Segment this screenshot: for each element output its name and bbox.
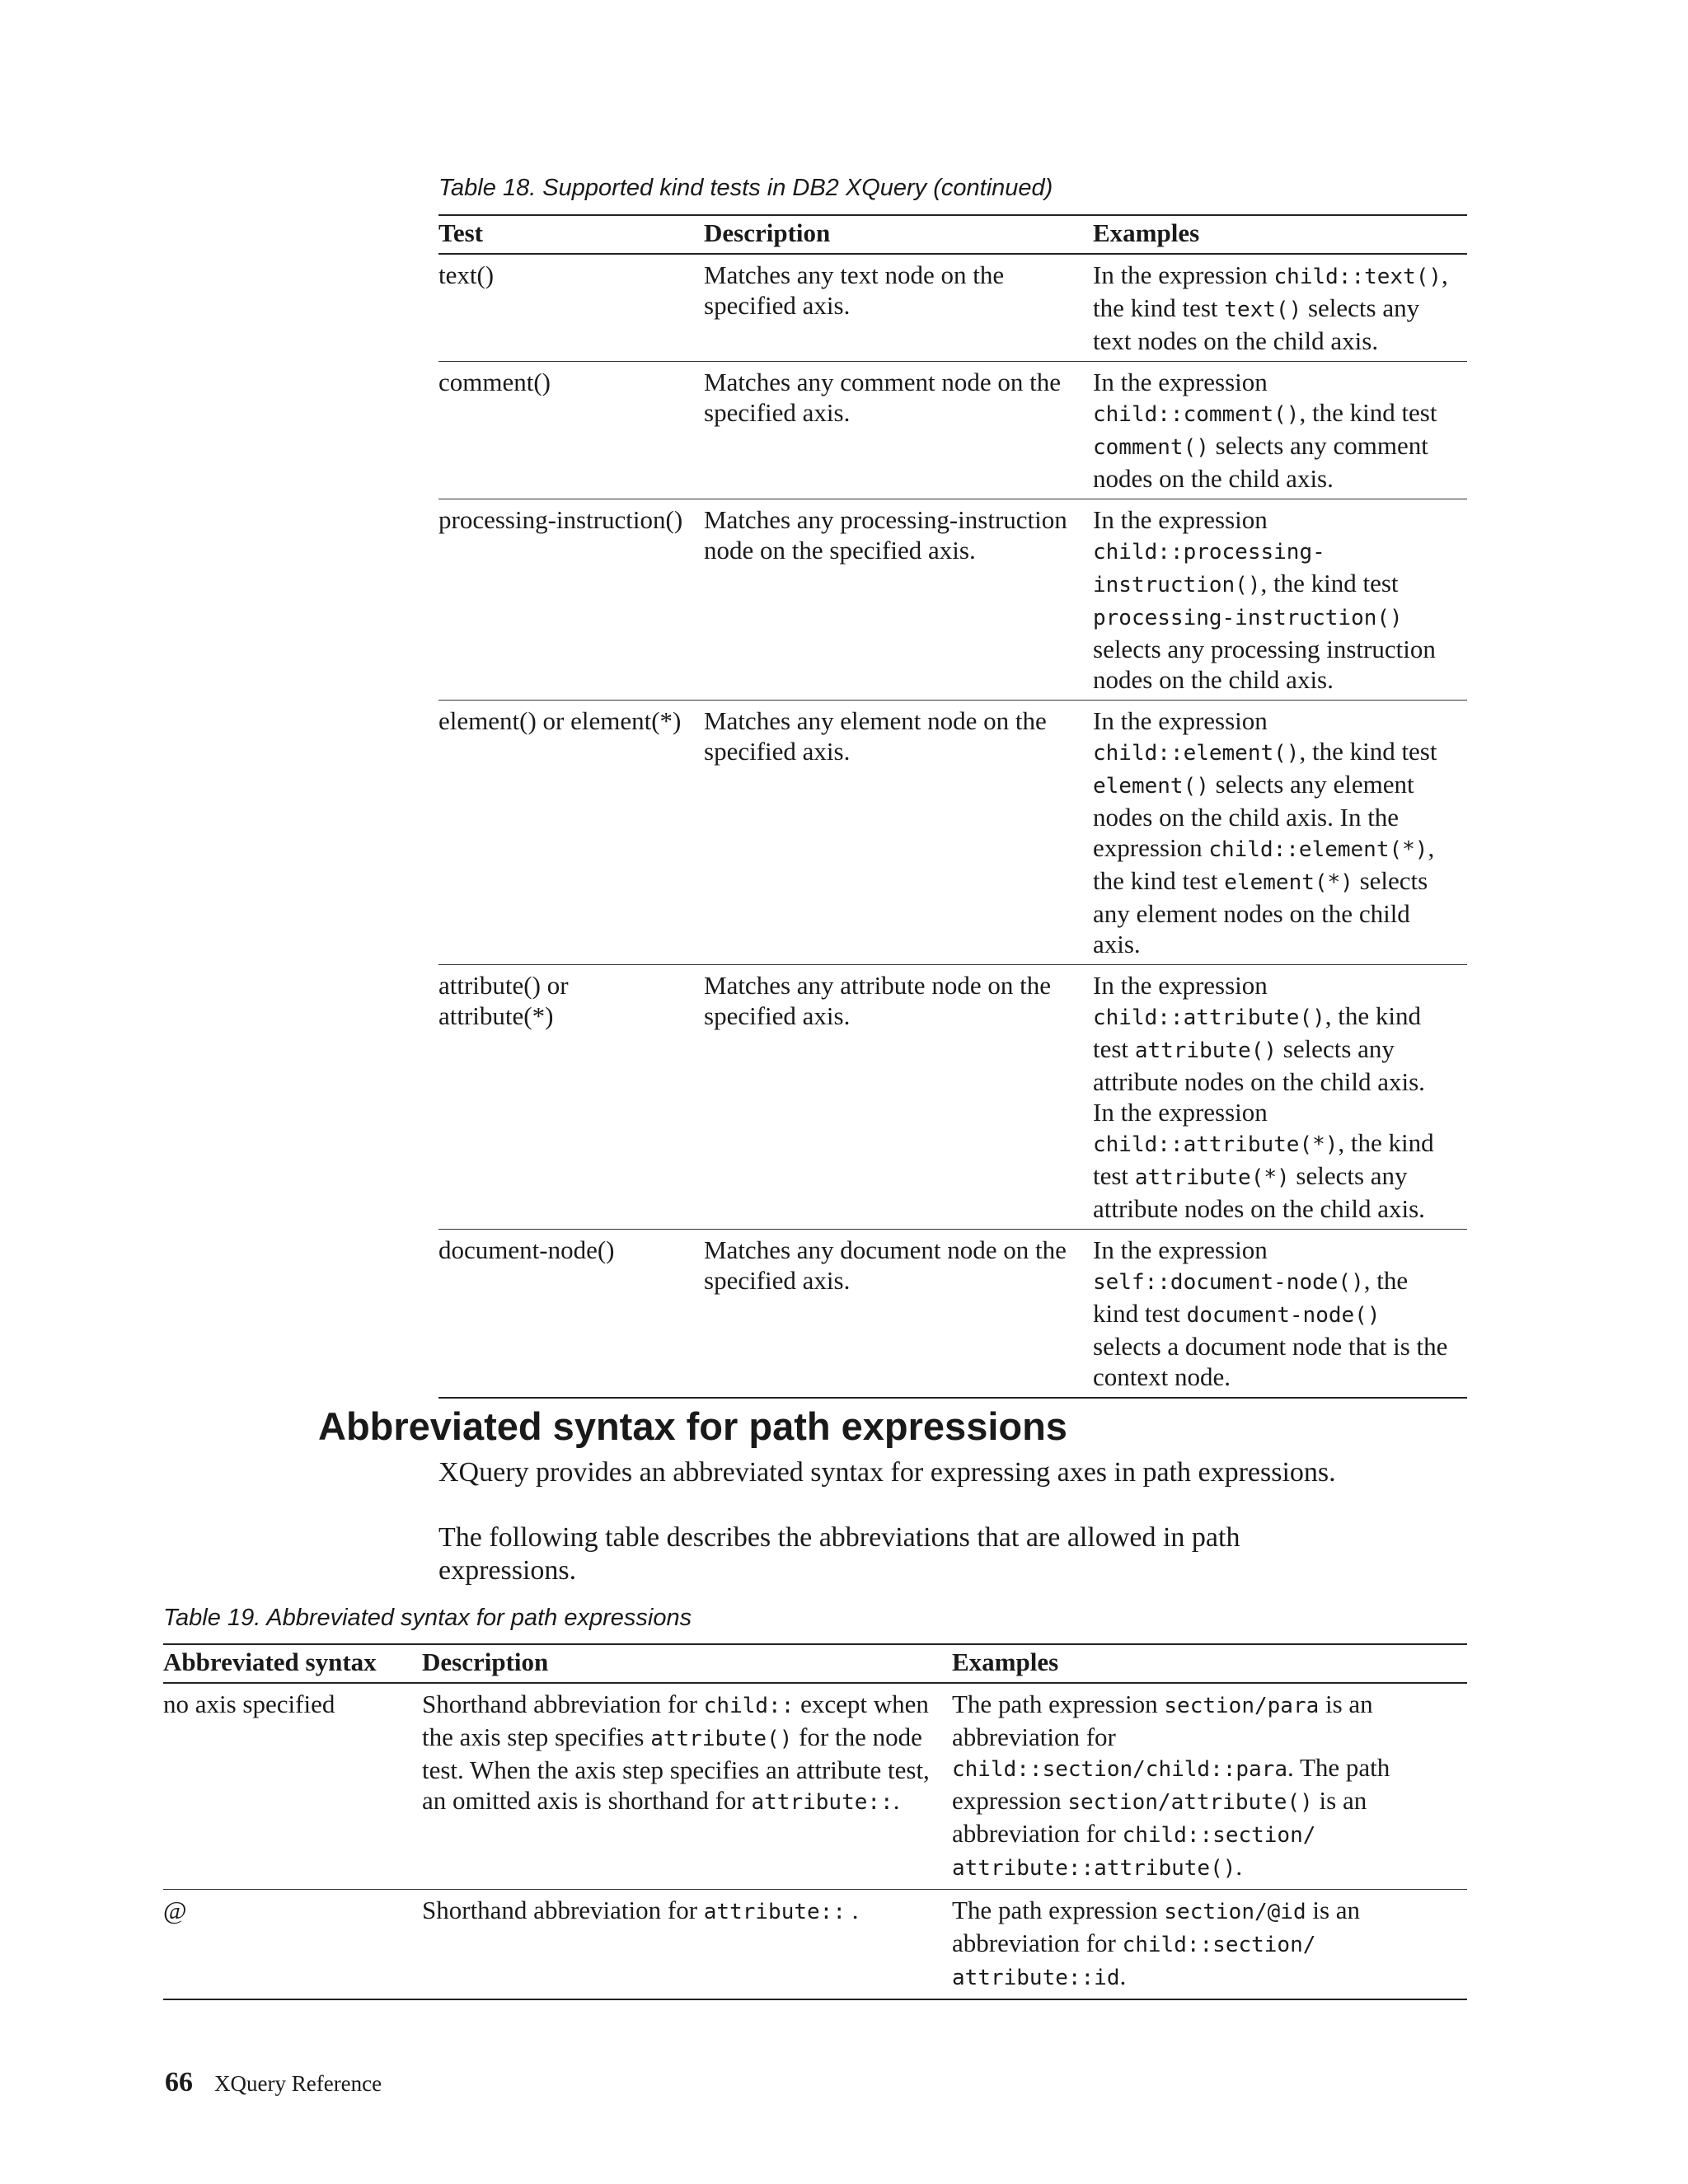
inline-text: for the node test. When the axis step specifies an attribute test, an omitted axis is shorthand for [422, 1722, 930, 1815]
example-cell-text [952, 1895, 1467, 1994]
inline-text: In the expression [1093, 368, 1268, 396]
column-header-examples: Examples [952, 1644, 1467, 1683]
inline-code: section/@id [1164, 1900, 1306, 1924]
inline-text: The path expression [952, 1896, 1165, 1924]
inline-code: text() [1224, 298, 1302, 322]
example-cell [1093, 1230, 1467, 1399]
column-header-examples: Examples [1093, 215, 1467, 254]
table-row [438, 1230, 1467, 1399]
body-paragraph-1: XQuery provides an abbreviated syntax for expressing axes in path expressions. [438, 1457, 1336, 1488]
inline-text: selects a document node that is the context node. [1093, 1332, 1448, 1391]
example-cell [952, 1890, 1467, 2000]
table-18 [438, 214, 1467, 1399]
example-cell [1093, 701, 1467, 965]
example-cell [1093, 254, 1467, 362]
test-cell-text: document-node() [438, 1235, 615, 1264]
example-cell-text [1093, 260, 1467, 356]
inline-code: child::text() [1273, 265, 1442, 289]
column-header-description: Description [704, 215, 1093, 254]
description-cell [704, 965, 1093, 1230]
inline-code: processing-instruction() [1093, 606, 1403, 630]
inline-code: child::attribute() [1093, 1005, 1325, 1030]
column-header-test: Test [438, 215, 704, 254]
description-cell [704, 499, 1093, 701]
inline-text: . [1236, 1852, 1243, 1881]
inline-text: selects any processing instruction nodes on the child axis. [1093, 635, 1436, 694]
example-cell [1093, 965, 1467, 1230]
inline-text: selects any comment nodes on the child axis. [1093, 431, 1428, 493]
inline-text: except when the axis step specifies [422, 1690, 929, 1751]
test-cell-text: attribute() or attribute(*) [438, 971, 569, 1030]
section-heading: Abbreviated syntax for path expressions [318, 1404, 1067, 1448]
inline-text: is an abbreviation for [952, 1896, 1361, 1957]
description-cell-text: Matches any document node on the specified axis. [704, 1235, 1067, 1295]
example-cell-text [1093, 1235, 1467, 1392]
body-paragraph-2: The following table describes the abbreviations that are allowed in path expressions. [438, 1522, 1240, 1586]
example-cell-text [1093, 504, 1467, 695]
page-number: 66 [165, 2067, 193, 2097]
inline-code: child::element(*) [1208, 837, 1428, 862]
inline-code: self::document-node() [1093, 1270, 1364, 1295]
inline-text: In the expression [1093, 260, 1274, 289]
inline-text: In the expression [1093, 1235, 1268, 1264]
table-row [438, 254, 1467, 362]
inline-text: In the expression [1093, 971, 1268, 1000]
inline-text: , the kind test [1093, 833, 1435, 895]
table-row [438, 701, 1467, 965]
test-cell-text: comment() [438, 368, 551, 396]
book-title: XQuery Reference [214, 2071, 382, 2096]
description-cell [704, 701, 1093, 965]
inline-code: child::section/child::para [952, 1757, 1287, 1782]
description-cell-text: Matches any comment node on the specified axis. [704, 368, 1062, 427]
table-row [438, 362, 1467, 499]
inline-code: attribute:: [751, 1790, 893, 1815]
description-cell [704, 1230, 1093, 1399]
inline-code: comment() [1093, 435, 1209, 460]
table-row [163, 1683, 1467, 1890]
description-cell-text: Matches any processing-instruction node on the specified axis. [704, 505, 1067, 565]
inline-text: The path expression [952, 1690, 1165, 1718]
description-cell-text: Matches any attribute node on the specified axis. [704, 971, 1051, 1030]
test-cell [438, 254, 704, 362]
inline-text: selects any attribute nodes on the child axis. [1093, 1161, 1425, 1223]
table-row [438, 965, 1467, 1230]
test-cell [438, 965, 704, 1230]
inline-text: selects any element nodes on the child axis. In the expression [1093, 770, 1414, 862]
inline-text: . [893, 1786, 900, 1815]
example-cell-text [1093, 970, 1467, 1224]
description-cell-text [422, 1895, 952, 1928]
inline-code: child::element() [1093, 741, 1300, 766]
inline-text: selects any text nodes on the child axis. [1093, 293, 1420, 355]
inline-text: In the expression [1093, 505, 1268, 534]
example-cell-text [1093, 705, 1467, 959]
table-19-header-row [163, 1644, 1467, 1683]
example-cell [1093, 499, 1467, 701]
inline-text: , the kind test [1299, 398, 1437, 427]
inline-text: . [845, 1896, 859, 1924]
description-cell [422, 1890, 952, 2000]
inline-code: child::processing-instruction() [1093, 540, 1325, 598]
page-footer [165, 2067, 382, 2098]
syntax-cell [163, 1683, 422, 1890]
inline-text: , the kind test [1260, 569, 1399, 598]
table-row [438, 499, 1467, 701]
description-cell [704, 254, 1093, 362]
inline-text: selects any attribute nodes on the child axis. In the expression [1093, 1034, 1425, 1127]
example-cell-text [952, 1689, 1467, 1884]
inline-text: is an abbreviation for [952, 1786, 1367, 1848]
example-cell [1093, 362, 1467, 499]
table-18-header-row [438, 215, 1467, 254]
inline-code: document-node() [1186, 1303, 1381, 1328]
inline-text: Shorthand abbreviation for [422, 1896, 704, 1924]
table-19-caption: Table 19. Abbreviated syntax for path expressions [163, 1605, 692, 1631]
inline-code: element() [1093, 774, 1209, 799]
table-18-caption: Table 18. Supported kind tests in DB2 XQuery (continued) [438, 175, 1053, 201]
column-header-description: Description [422, 1644, 952, 1683]
column-header-abbreviated-syntax: Abbreviated syntax [163, 1644, 422, 1683]
test-cell [438, 1230, 704, 1399]
inline-text: . The path expression [952, 1753, 1390, 1815]
inline-text: , the kind test [1299, 737, 1437, 766]
inline-text: selects any element nodes on the child axis. [1093, 866, 1428, 958]
description-cell-text: Matches any text node on the specified axis. [704, 260, 1005, 320]
syntax-cell-text: no axis specified [163, 1690, 335, 1718]
inline-text: , the kind test [1093, 1001, 1422, 1063]
inline-text: , the kind test [1093, 1128, 1434, 1190]
syntax-cell [163, 1890, 422, 2000]
description-cell-text [422, 1689, 952, 1818]
inline-text: is an abbreviation for [952, 1690, 1373, 1751]
inline-text: , the kind test [1093, 1266, 1409, 1328]
test-cell [438, 701, 704, 965]
inline-code: child::section/ attribute::id [952, 1933, 1316, 1990]
inline-code: child::attribute(*) [1093, 1132, 1339, 1157]
test-cell-text: processing-instruction() [438, 505, 683, 534]
inline-text: In the expression [1093, 706, 1268, 735]
test-cell [438, 499, 704, 701]
test-cell-text: element() or element(*) [438, 706, 682, 735]
syntax-cell-text: @ [163, 1896, 187, 1924]
inline-text: . [1119, 1961, 1127, 1990]
table-19 [163, 1643, 1467, 2000]
description-cell [422, 1683, 952, 1890]
example-cell [952, 1683, 1467, 1890]
table-row [163, 1890, 1467, 2000]
inline-code: child::comment() [1093, 402, 1300, 427]
example-cell-text [1093, 367, 1467, 494]
inline-code: attribute() [650, 1727, 793, 1751]
inline-code: element(*) [1224, 870, 1353, 895]
inline-code: section/para [1164, 1694, 1320, 1718]
inline-text: Shorthand abbreviation for [422, 1690, 704, 1718]
inline-code: section/attribute() [1067, 1790, 1313, 1815]
inline-text: , the kind test [1093, 260, 1448, 322]
test-cell-text: text() [438, 260, 495, 289]
inline-code: attribute(*) [1134, 1165, 1290, 1190]
description-cell-text: Matches any element node on the specified axis. [704, 706, 1047, 766]
inline-code: attribute() [1134, 1038, 1277, 1063]
inline-code: attribute:: [703, 1900, 846, 1924]
inline-code: child::section/ attribute::attribute() [952, 1823, 1316, 1881]
description-cell [704, 362, 1093, 499]
inline-code: child:: [703, 1694, 795, 1718]
test-cell [438, 362, 704, 499]
